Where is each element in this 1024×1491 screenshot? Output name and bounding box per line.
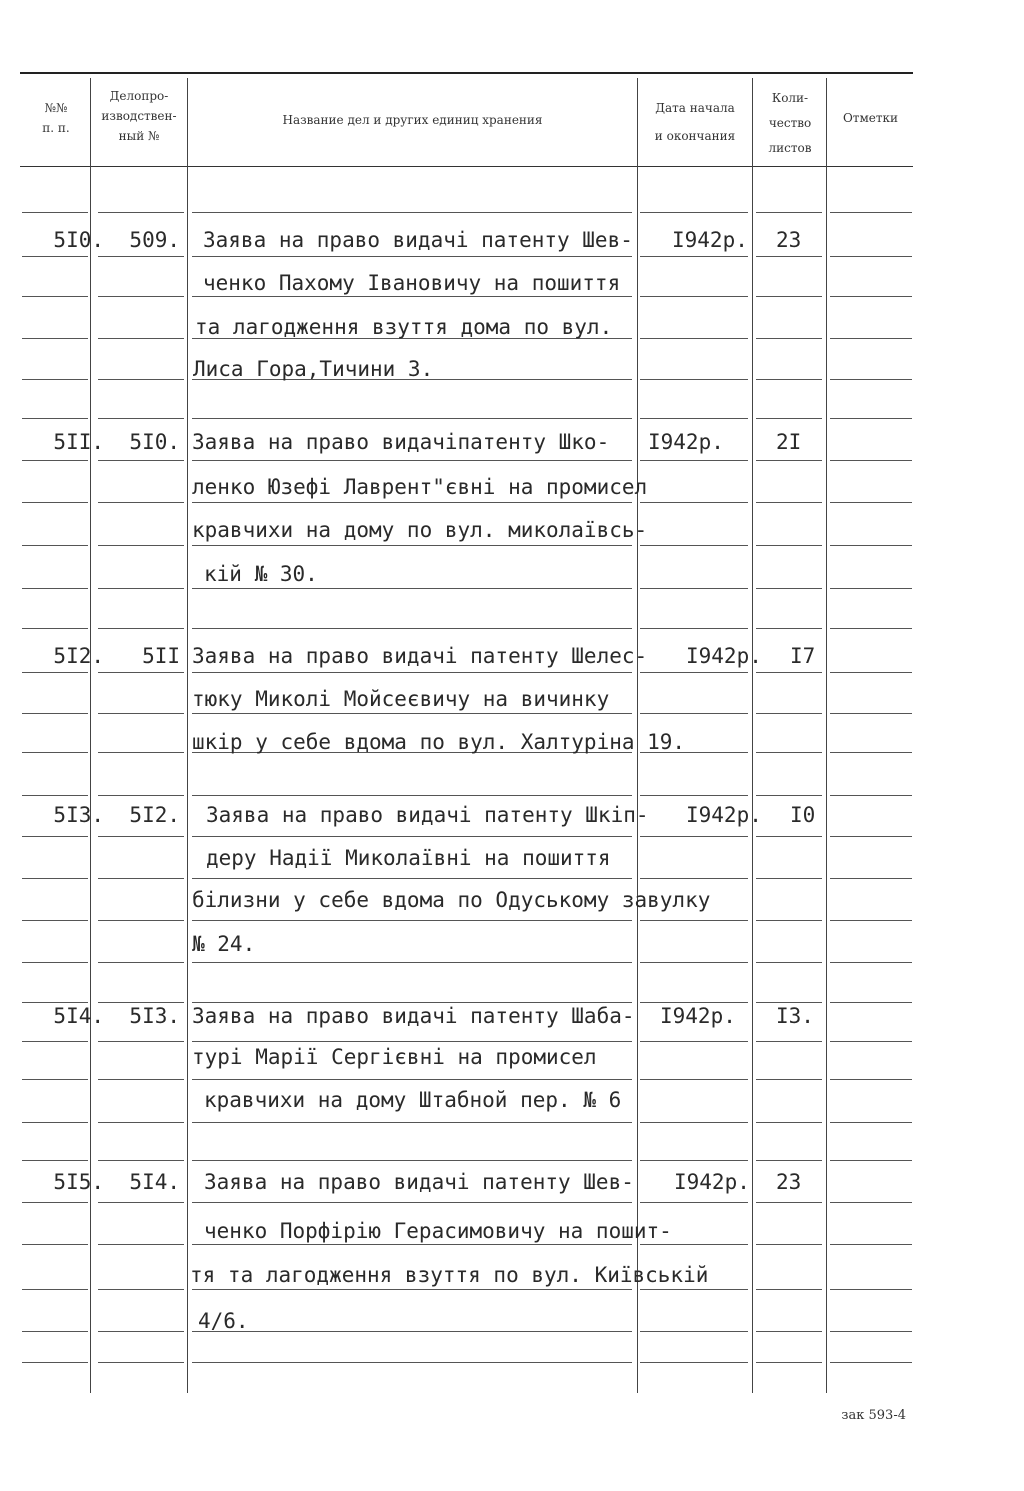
date-range: I942р. [648, 430, 724, 454]
ruled-line [192, 1289, 632, 1290]
ruled-line [640, 1041, 748, 1042]
ruled-line [756, 338, 822, 339]
ruled-line [98, 1041, 184, 1042]
ruled-line [830, 588, 912, 589]
header-col-title: Название дел и других единиц хранения [282, 113, 543, 127]
ruled-line [22, 1160, 88, 1161]
ruled-line [756, 460, 822, 461]
ruled-line [192, 920, 632, 921]
ruled-line [192, 460, 632, 461]
header-col-sheets: Коли- чество листов [768, 91, 812, 155]
ruled-line [830, 713, 912, 714]
row-number: 5I4. [53, 1004, 104, 1028]
office-number: 5II [142, 644, 180, 668]
ruled-line [830, 545, 912, 546]
ruled-line [640, 1244, 748, 1245]
title-line: кравчихи на дому по вул. миколаївсь- [192, 518, 648, 542]
office-number: 5I4. [129, 1170, 180, 1194]
ruled-line [22, 1289, 88, 1290]
ruled-line [98, 379, 184, 380]
col-sep-4 [752, 78, 753, 1393]
ruled-line [22, 296, 88, 297]
ruled-line [756, 962, 822, 963]
ruled-line [830, 1244, 912, 1245]
title-line: турі Марії Сергієвні на промисел [192, 1045, 597, 1069]
ruled-line [22, 1331, 88, 1332]
ruled-line [98, 628, 184, 629]
title-line: ченко Порфірію Герасимовичу на пошит- [204, 1219, 672, 1243]
ruled-line [22, 338, 88, 339]
ruled-line [830, 1289, 912, 1290]
ruled-line [192, 1079, 632, 1080]
ruled-line [98, 672, 184, 673]
ruled-line [756, 1002, 822, 1003]
ruled-line [756, 1289, 822, 1290]
ruled-line [192, 795, 632, 796]
ruled-line [640, 1362, 748, 1363]
ruled-line [756, 672, 822, 673]
ruled-line [640, 878, 748, 879]
ruled-line [756, 1079, 822, 1080]
ruled-line [756, 545, 822, 546]
ruled-line [830, 1002, 912, 1003]
ruled-line [756, 212, 822, 213]
ruled-line [22, 1202, 88, 1203]
ruled-line [192, 588, 632, 589]
ruled-line [830, 795, 912, 796]
ruled-line [22, 1041, 88, 1042]
title-line: Заява на право видачі патенту Шаба- [192, 1004, 635, 1028]
ruled-line [830, 1362, 912, 1363]
sheet-count: 23 [776, 1170, 802, 1194]
ruled-line [98, 878, 184, 879]
ruled-line [192, 296, 632, 297]
ruled-line [192, 418, 632, 419]
ruled-line [830, 962, 912, 963]
ruled-line [830, 338, 912, 339]
ruled-line [98, 752, 184, 753]
ruled-line [640, 256, 748, 257]
ruled-line [98, 256, 184, 257]
ruled-line [98, 1289, 184, 1290]
date-range: I942р. [686, 644, 762, 668]
title-line: Заява на право видачі патенту Шев- [204, 1170, 634, 1194]
title-line: кравчихи на дому Штабной пер. № 6 [204, 1088, 622, 1112]
ruled-line [22, 545, 88, 546]
col-sep-2 [187, 78, 188, 1393]
ruled-line [22, 920, 88, 921]
ruled-line [192, 1244, 632, 1245]
ruled-line [22, 212, 88, 213]
title-line: кій № 30. [204, 562, 318, 586]
ruled-line [192, 1331, 632, 1332]
ruled-line [192, 1362, 632, 1363]
ruled-line [830, 920, 912, 921]
ruled-line [98, 1002, 184, 1003]
ruled-line [22, 795, 88, 796]
ruled-line [640, 628, 748, 629]
title-line: Лиса Гора,Тичини 3. [193, 357, 434, 381]
ruled-line [98, 1202, 184, 1203]
sheet-count: 23 [776, 228, 802, 252]
row-number: 5I3. [53, 803, 104, 827]
date-range: I942р. [672, 228, 748, 252]
ruled-line [22, 752, 88, 753]
ruled-line [98, 1160, 184, 1161]
title-line: деру Надії Миколаївні на пошиття [206, 846, 611, 870]
ruled-line [98, 502, 184, 503]
ruled-line [640, 1160, 748, 1161]
ruled-line [830, 672, 912, 673]
office-number: 5I3. [129, 1004, 180, 1028]
ruled-line [192, 502, 632, 503]
sheet-count: I7 [790, 644, 816, 668]
ruled-line [22, 460, 88, 461]
title-line: ченко Пахому Івановичу на пошиття [203, 271, 621, 295]
ruled-line [830, 1122, 912, 1123]
ruled-line [98, 1079, 184, 1080]
ruled-line [22, 836, 88, 837]
header-col-dates: Дата начала и окончания [654, 101, 736, 143]
ruled-line [830, 1202, 912, 1203]
ruled-line [830, 1331, 912, 1332]
ruled-line [640, 296, 748, 297]
ruled-line [192, 1041, 632, 1042]
ruled-line [756, 1160, 822, 1161]
title-line: Заява на право видачі патенту Шев- [203, 228, 633, 252]
ruled-line [98, 713, 184, 714]
ruled-line [756, 836, 822, 837]
ruled-line [830, 460, 912, 461]
ruled-line [756, 752, 822, 753]
ruled-line [192, 545, 632, 546]
ruled-line [22, 672, 88, 673]
ruled-line [22, 588, 88, 589]
ruled-line [756, 256, 822, 257]
ruled-line [98, 460, 184, 461]
ruled-line [640, 212, 748, 213]
title-line: шкір у себе вдома по вул. Халтуріна 19. [192, 730, 686, 754]
ruled-line [830, 1079, 912, 1080]
ruled-line [640, 1002, 748, 1003]
ruled-line [640, 795, 748, 796]
date-range: I942р. [660, 1004, 736, 1028]
ruled-line [98, 962, 184, 963]
print-order-mark: зак 593-4 [841, 1408, 906, 1423]
ruled-line [98, 1244, 184, 1245]
ruled-line [98, 296, 184, 297]
ruled-line [22, 379, 88, 380]
ruled-line [756, 1202, 822, 1203]
ruled-line [640, 379, 748, 380]
ruled-line [22, 1122, 88, 1123]
ruled-line [830, 296, 912, 297]
row-number: 5II. [53, 430, 104, 454]
title-line: та лагодження взуття дома по вул. [195, 315, 613, 339]
ruled-line [22, 256, 88, 257]
ruled-line [640, 545, 748, 546]
header-col-no: №№ п. п. [42, 101, 70, 135]
ruled-line [98, 1331, 184, 1332]
ruled-line [830, 418, 912, 419]
ruled-line [192, 212, 632, 213]
header-col-notes: Отметки [842, 111, 899, 125]
ruled-line [98, 795, 184, 796]
ruled-line [830, 256, 912, 257]
ruled-line [22, 502, 88, 503]
ruled-line [756, 296, 822, 297]
sheet-count: I3. [776, 1004, 814, 1028]
title-line: № 24. [192, 932, 256, 956]
ruled-line [192, 1002, 632, 1003]
ruled-line [830, 836, 912, 837]
ruled-line [756, 1041, 822, 1042]
ruled-line [22, 1244, 88, 1245]
office-number: 5I0. [129, 430, 180, 454]
ruled-line [640, 836, 748, 837]
ruled-line [192, 672, 632, 673]
ruled-line [756, 1362, 822, 1363]
title-line: Заява на право видачіпатенту Шко- [192, 430, 610, 454]
col-sep-1 [90, 78, 91, 1393]
ruled-line [22, 1079, 88, 1080]
title-line: білизни у себе вдома по Одуському завулку [192, 888, 711, 912]
ruled-line [756, 920, 822, 921]
ruled-line [830, 502, 912, 503]
sheet-count: 2I [776, 430, 802, 454]
ruled-line [830, 1041, 912, 1042]
ruled-line [830, 752, 912, 753]
ruled-line [98, 1122, 184, 1123]
row-number: 5I0. [53, 228, 104, 252]
ruled-line [830, 212, 912, 213]
ruled-line [192, 713, 632, 714]
ruled-line [192, 256, 632, 257]
ruled-line [98, 836, 184, 837]
ruled-line [22, 878, 88, 879]
ruled-line [640, 588, 748, 589]
ruled-line [192, 1122, 632, 1123]
ruled-line [640, 672, 748, 673]
ruled-line [640, 460, 748, 461]
title-line: тюку Миколі Мойсеєвичу на вичинку [192, 687, 610, 711]
ruled-line [756, 1244, 822, 1245]
title-line: ленко Юзефі Лаврент"євні на промисел [192, 475, 648, 499]
ruled-line [98, 338, 184, 339]
ruled-line [98, 920, 184, 921]
row-number: 5I2. [53, 644, 104, 668]
ruled-line [98, 545, 184, 546]
ruled-line [192, 836, 632, 837]
ruled-line [756, 795, 822, 796]
ruled-line [830, 1160, 912, 1161]
ruled-line [756, 418, 822, 419]
ruled-line [830, 628, 912, 629]
ruled-line [756, 379, 822, 380]
ruled-line [98, 212, 184, 213]
ruled-line [756, 628, 822, 629]
ruled-line [756, 502, 822, 503]
ruled-line [640, 713, 748, 714]
ruled-line [756, 1331, 822, 1332]
title-line: 4/6. [198, 1309, 249, 1333]
ruled-line [640, 920, 748, 921]
title-line: Заява на право видачі патенту Шкіп- [206, 803, 649, 827]
top-rule [20, 72, 913, 74]
ruled-line [98, 588, 184, 589]
ruled-line [640, 1331, 748, 1332]
ruled-line [756, 878, 822, 879]
ruled-line [640, 962, 748, 963]
ruled-line [192, 628, 632, 629]
sheet-count: I0 [790, 803, 816, 827]
ruled-line [640, 1202, 748, 1203]
ruled-line [756, 588, 822, 589]
ruled-line [192, 1202, 632, 1203]
title-line: тя та лагодження взуття по вул. Київській [190, 1263, 709, 1287]
header-col-office-no: Делопро- изводствен- ный № [101, 89, 177, 143]
ruled-line [192, 1160, 632, 1161]
office-number: 509. [129, 228, 180, 252]
col-sep-5 [826, 78, 827, 1393]
ruled-line [98, 1362, 184, 1363]
ruled-line [830, 379, 912, 380]
ruled-line [756, 713, 822, 714]
row-number: 5I5. [53, 1170, 104, 1194]
office-number: 5I2. [129, 803, 180, 827]
ruled-line [640, 1079, 748, 1080]
ruled-line [98, 418, 184, 419]
ruled-line [640, 1122, 748, 1123]
ruled-line [756, 1122, 822, 1123]
date-range: I942р. [686, 803, 762, 827]
ruled-line [22, 1362, 88, 1363]
ruled-line [192, 962, 632, 963]
header-rule [20, 166, 913, 167]
ruled-line [192, 878, 632, 879]
ruled-line [640, 1289, 748, 1290]
date-range: I942р. [674, 1170, 750, 1194]
ruled-line [830, 878, 912, 879]
ruled-line [640, 502, 748, 503]
ruled-line [22, 1002, 88, 1003]
ruled-line [22, 628, 88, 629]
ruled-line [22, 962, 88, 963]
title-line: Заява на право видачі патенту Шелес- [192, 644, 648, 668]
ruled-line [640, 418, 748, 419]
ruled-line [640, 338, 748, 339]
ruled-line [22, 418, 88, 419]
ruled-line [22, 713, 88, 714]
